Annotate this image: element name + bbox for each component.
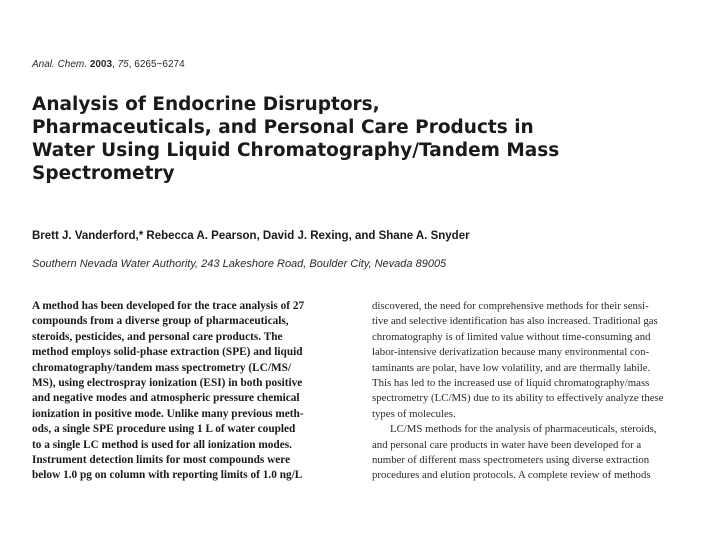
abstract-line: chromatography/tandem mass spectrometry (LC/MS/ bbox=[32, 361, 292, 374]
body-line: discovered, the need for comprehensive methods for their sensi- bbox=[372, 300, 649, 312]
body-line: procedures and elution protocols. A complete review of methods bbox=[372, 469, 651, 482]
body-line: chromatography is of limited value without time-consuming and bbox=[372, 330, 651, 343]
title-line: Spectrometry bbox=[32, 163, 175, 184]
abstract-line: compounds from a diverse group of pharmaceuticals, bbox=[32, 315, 289, 328]
body-line: This has led to the increased use of liquid chromatography/mass bbox=[372, 377, 650, 390]
journal-citation: Anal. Chem. 2003, 75, 6265−6274 bbox=[32, 59, 185, 70]
journal-name: Anal. Chem. bbox=[32, 59, 88, 70]
paper-title bbox=[32, 93, 692, 185]
abstract-line: Instrument detection limits for most compounds were bbox=[32, 454, 291, 467]
body-line: and personal care products in water have been developed for a bbox=[372, 438, 642, 451]
body-line: taminants are polar, have low volatility, and are thermally labile. bbox=[372, 361, 651, 374]
publication-year: 2003 bbox=[89, 59, 113, 70]
body-line: types of molecules. bbox=[372, 407, 456, 420]
title-line: Pharmaceuticals, and Personal Care Products in bbox=[32, 117, 534, 138]
abstract-line: MS), using electrospray ionization (ESI) in both positive bbox=[32, 377, 303, 390]
abstract-line: to a single LC method is used for all ionization modes. bbox=[32, 438, 292, 451]
abstract-line: and negative modes and atmospheric pressure chemical bbox=[32, 392, 300, 405]
abstract-line: below 1.0 pg on column with reporting limits of 1.0 ng/L bbox=[32, 469, 303, 482]
abstract-line: ods, a single SPE procedure using 1 L of water coupled bbox=[32, 423, 296, 436]
body-line: LC/MS methods for the analysis of pharmaceuticals, steroids, bbox=[390, 423, 657, 436]
body-line: spectrometry (LC/MS) due to its ability to effectively analyze these bbox=[372, 392, 664, 405]
title-line: Analysis of Endocrine Disruptors, bbox=[32, 94, 380, 115]
author-list: Brett J. Vanderford,* Rebecca A. Pearson, David J. Rexing, and Shane A. Snyder bbox=[32, 230, 470, 242]
body-column bbox=[372, 299, 690, 484]
abstract-column bbox=[32, 299, 344, 484]
body-line: tive and selective identification has also increased. Traditional gas bbox=[372, 315, 658, 328]
page-range: , 6265−6274 bbox=[128, 59, 185, 70]
abstract-line: steroids, pesticides, and personal care products. The bbox=[32, 330, 283, 343]
abstract-line: ionization in positive mode. Unlike many previous meth- bbox=[32, 407, 304, 420]
journal-volume: 75 bbox=[117, 59, 129, 70]
author-affiliation: Southern Nevada Water Authority, 243 Lakeshore Road, Boulder City, Nevada 89005 bbox=[32, 258, 447, 270]
abstract-line: A method has been developed for the trace analysis of 27 bbox=[32, 300, 305, 312]
abstract-line: method employs solid-phase extraction (SPE) and liquid bbox=[32, 346, 303, 359]
body-line: labor-intensive derivatization because many environmental con- bbox=[372, 346, 650, 359]
body-line: number of different mass spectrometers using diverse extraction bbox=[372, 454, 650, 467]
title-line: Water Using Liquid Chromatography/Tandem Mass bbox=[32, 140, 560, 161]
